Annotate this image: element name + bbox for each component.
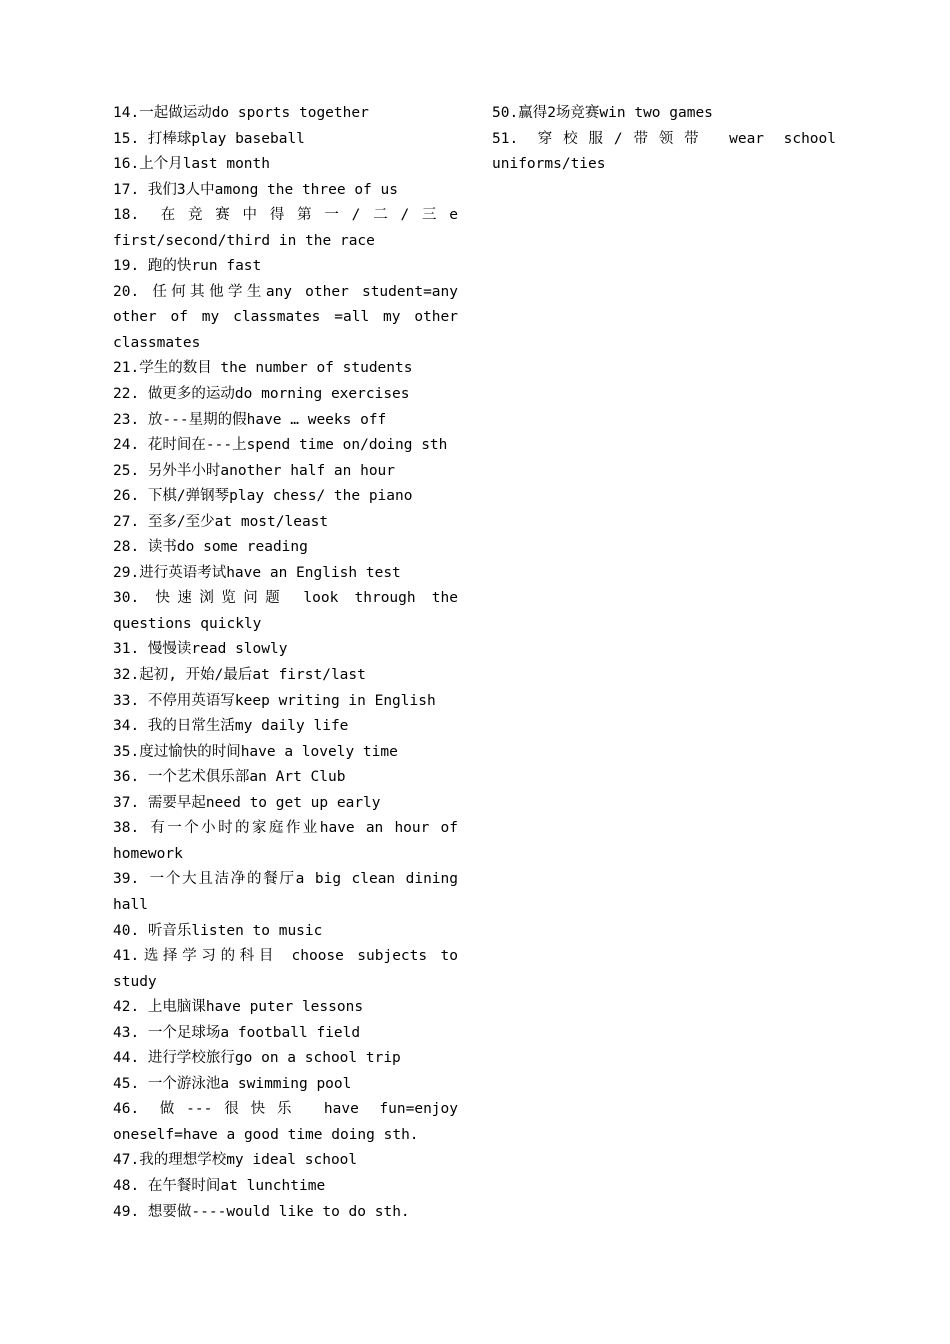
- list-item: 41.选择学习的科目 choose subjects to study: [113, 948, 458, 990]
- list-item: 34. 我的日常生活my daily life: [113, 718, 349, 735]
- list-item: 14.一起做运动do sports together: [113, 105, 369, 121]
- list-item: 30. 快速浏览问题 look through the questions quickly: [113, 590, 458, 632]
- list-item: 20. 任何其他学生any other student=any other of my classmates =all my other classmates: [113, 283, 458, 351]
- list-item: 16.上个月last month: [113, 156, 270, 173]
- list-item: 33. 不停用英语写keep writing in English: [113, 692, 436, 709]
- list-item: 19. 跑的快run fast: [113, 258, 262, 275]
- list-item: 17. 我们3人中among the three of us: [113, 181, 398, 198]
- list-item: 48. 在午餐时间at lunchtime: [113, 1177, 326, 1194]
- list-item: 21.学生的数目 the number of students: [113, 360, 413, 377]
- list-item: 27. 至多/至少at most/least: [113, 513, 329, 530]
- list-item: 38. 有一个小时的家庭作业have an hour of homework: [113, 820, 458, 862]
- list-item: 49. 想要做----would like to do sth.: [113, 1203, 410, 1220]
- list-item: 39. 一个大且洁净的餐厅a big clean dining hall: [113, 871, 458, 913]
- list-item: 36. 一个艺术俱乐部an Art Club: [113, 769, 346, 786]
- list-item: 40. 听音乐listen to music: [113, 922, 323, 939]
- list-item: 31. 慢慢读read slowly: [113, 641, 288, 658]
- list-item: 35.度过愉快的时间have a lovely time: [113, 743, 398, 760]
- list-item: 47.我的理想学校my ideal school: [113, 1152, 358, 1169]
- list-item: 22. 做更多的运动do morning exercises: [113, 386, 410, 403]
- list-item: 32.起初, 开始/最后at first/last: [113, 667, 366, 684]
- list-item: 24. 花时间在---上spend time on/doing sth: [113, 437, 448, 454]
- list-item: 44. 进行学校旅行go on a school trip: [113, 1050, 401, 1067]
- list-item: 23. 放---星期的假have … weeks off: [113, 411, 387, 428]
- list-item: 25. 另外半小时another half an hour: [113, 462, 396, 479]
- list-item: 15. 打棒球play baseball: [113, 130, 305, 147]
- list-item: 18. 在竞赛中得第一/二/三e first/second/third in the race: [113, 207, 458, 249]
- list-item: 37. 需要早起need to get up early: [113, 794, 381, 811]
- list-item: 26. 下棋/弹钢琴play chess/ the piano: [113, 488, 413, 505]
- right-column: [492, 101, 836, 178]
- list-item: 50.赢得2场竞赛win two games: [492, 105, 713, 121]
- list-item: 46. 做---很快乐 have fun=enjoy oneself=have a good time doing sth.: [113, 1101, 458, 1143]
- left-column: [113, 101, 458, 1225]
- list-item: 51. 穿校服/带领带 wear school uniforms/ties: [492, 130, 836, 173]
- list-item: 28. 读书do some reading: [113, 539, 308, 556]
- list-item: 29.进行英语考试have an English test: [113, 564, 401, 581]
- list-item: 43. 一个足球场a football field: [113, 1024, 361, 1041]
- list-item: 45. 一个游泳池a swimming pool: [113, 1075, 352, 1092]
- list-item: 42. 上电脑课have puter lessons: [113, 999, 364, 1016]
